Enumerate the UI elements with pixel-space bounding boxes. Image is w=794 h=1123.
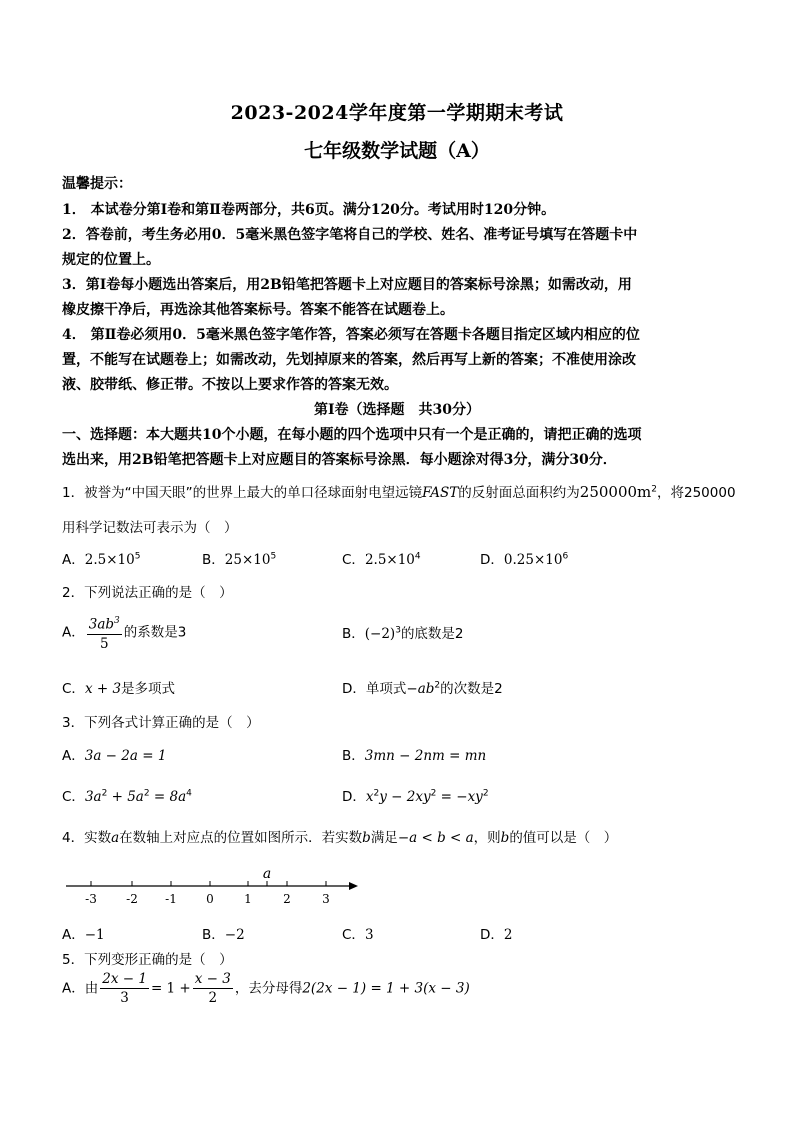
tick-label: -2 xyxy=(126,892,138,906)
section-intro-a: 一、选择题：本大题共10个小题，在每小题的四个选项中只有一个是正确的，请把正确的选项 xyxy=(62,427,642,443)
q4-option-b[interactable]: B．−2 xyxy=(202,927,245,943)
tick-label: 2 xyxy=(283,892,291,906)
tip-4a: 4． 第Ⅱ卷必须用0．5毫米黑色签字笔作答，答案必须写在答题卡各题目指定区域内相应的位 xyxy=(62,327,640,343)
tip-1: 1． 本试卷分第Ⅰ卷和第Ⅱ卷两部分，共6页。满分120分。考试用时120分钟。 xyxy=(62,202,556,218)
tick-label: 0 xyxy=(206,892,214,906)
q1-option-c[interactable]: C．$2.5\times 10^4$ xyxy=(342,551,421,568)
q5-option-a[interactable]: A．由 $\frac{2x - 1}{3}$ = 1 + $\frac{x - 3}{2}$ ，去分母得2(2x − 1) = 1 + 3(x − 3) xyxy=(62,971,470,1006)
tip-2a: 2．答卷前，考生务必用0．5毫米黑色签字笔将自己的学校、姓名、准考证号填写在答题卡中 xyxy=(62,227,638,243)
tick-label: 1 xyxy=(244,892,252,906)
exam-title: 2023-2024学年度第一学期期末考试 xyxy=(230,102,564,124)
q3-option-b[interactable]: B．3mn − 2nm = mn xyxy=(342,748,487,764)
q4-option-a[interactable]: A．−1 xyxy=(62,927,105,943)
q1-option-d[interactable]: D．$0.25\times 10^6$ xyxy=(480,551,569,568)
q2-option-a[interactable]: A． $\frac{3ab^3}{5}$ 的系数是3 xyxy=(62,612,186,653)
q2-stem: 2．下列说法正确的是（ ） xyxy=(62,585,233,601)
tick-label: 3 xyxy=(322,892,330,906)
tick-label: -3 xyxy=(85,892,97,906)
q2-option-d[interactable]: D．单项式$-ab^2$的次数是2 xyxy=(342,680,503,697)
tip-2b: 规定的位置上。 xyxy=(62,252,160,268)
q2-option-b[interactable]: B．$(-2)^3$的底数是2 xyxy=(342,625,464,642)
q1-option-b[interactable]: B．$25\times 10^5$ xyxy=(202,551,277,568)
q3-stem: 3．下列各式计算正确的是（ ） xyxy=(62,715,260,731)
tick-label: -1 xyxy=(165,892,177,906)
q4-stem: 4．实数a在数轴上对应点的位置如图所示．若实数b满足−a < b < a，则b的值可以是（ ） xyxy=(62,830,618,846)
number-line xyxy=(60,860,370,910)
q4-option-d[interactable]: D．2 xyxy=(480,927,513,943)
q3-option-a[interactable]: A．3a − 2a = 1 xyxy=(62,748,167,764)
tips-heading: 温馨提示： xyxy=(62,176,132,192)
tip-4c: 液、胶带纸、修正带。不按以上要求作答的答案无效。 xyxy=(62,377,398,393)
q3-option-c[interactable]: C．$3a^2 + 5a^2 = 8a^4$ xyxy=(62,788,192,805)
tip-3a: 3．第Ⅰ卷每小题选出答案后，用2B铅笔把答题卡上对应题目的答案标号涂黑；如需改动，用 xyxy=(62,277,632,293)
q2-option-c[interactable]: C．x + 3是多项式 xyxy=(62,681,176,697)
axis-arrow xyxy=(349,882,358,890)
section-title: 第Ⅰ卷（选择题 共30分） xyxy=(313,402,481,418)
q1-option-a[interactable]: A．$2.5\times 10^5$ xyxy=(62,551,141,568)
q1-stem-2: 用科学记数法可表示为（ ） xyxy=(62,520,238,536)
q5-stem: 5．下列变形正确的是（ ） xyxy=(62,952,233,968)
q4-option-c[interactable]: C．3 xyxy=(342,927,374,943)
q1-stem: 1．被誉为“中国天眼”的世界上最大的单口径球面射电望远镜FAST的反射面总面积约为$250000m^2$，将250000 xyxy=(62,483,736,501)
exam-subtitle: 七年级数学试题（A） xyxy=(304,140,490,162)
tip-3b: 橡皮擦干净后，再选涂其他答案标号。答案不能答在试题卷上。 xyxy=(62,302,454,318)
point-a-label: a xyxy=(262,866,272,882)
tip-4b: 置，不能写在试题卷上；如需改动，先划掉原来的答案，然后再写上新的答案；不准使用涂改 xyxy=(62,352,636,368)
q3-option-d[interactable]: D．$x^2y - 2xy^2 = -xy^2$ xyxy=(342,788,489,805)
section-intro-b: 选出来，用2B铅笔把答题卡上对应题目的答案标号涂黑．每小题涂对得3分，满分30分． xyxy=(62,452,617,468)
